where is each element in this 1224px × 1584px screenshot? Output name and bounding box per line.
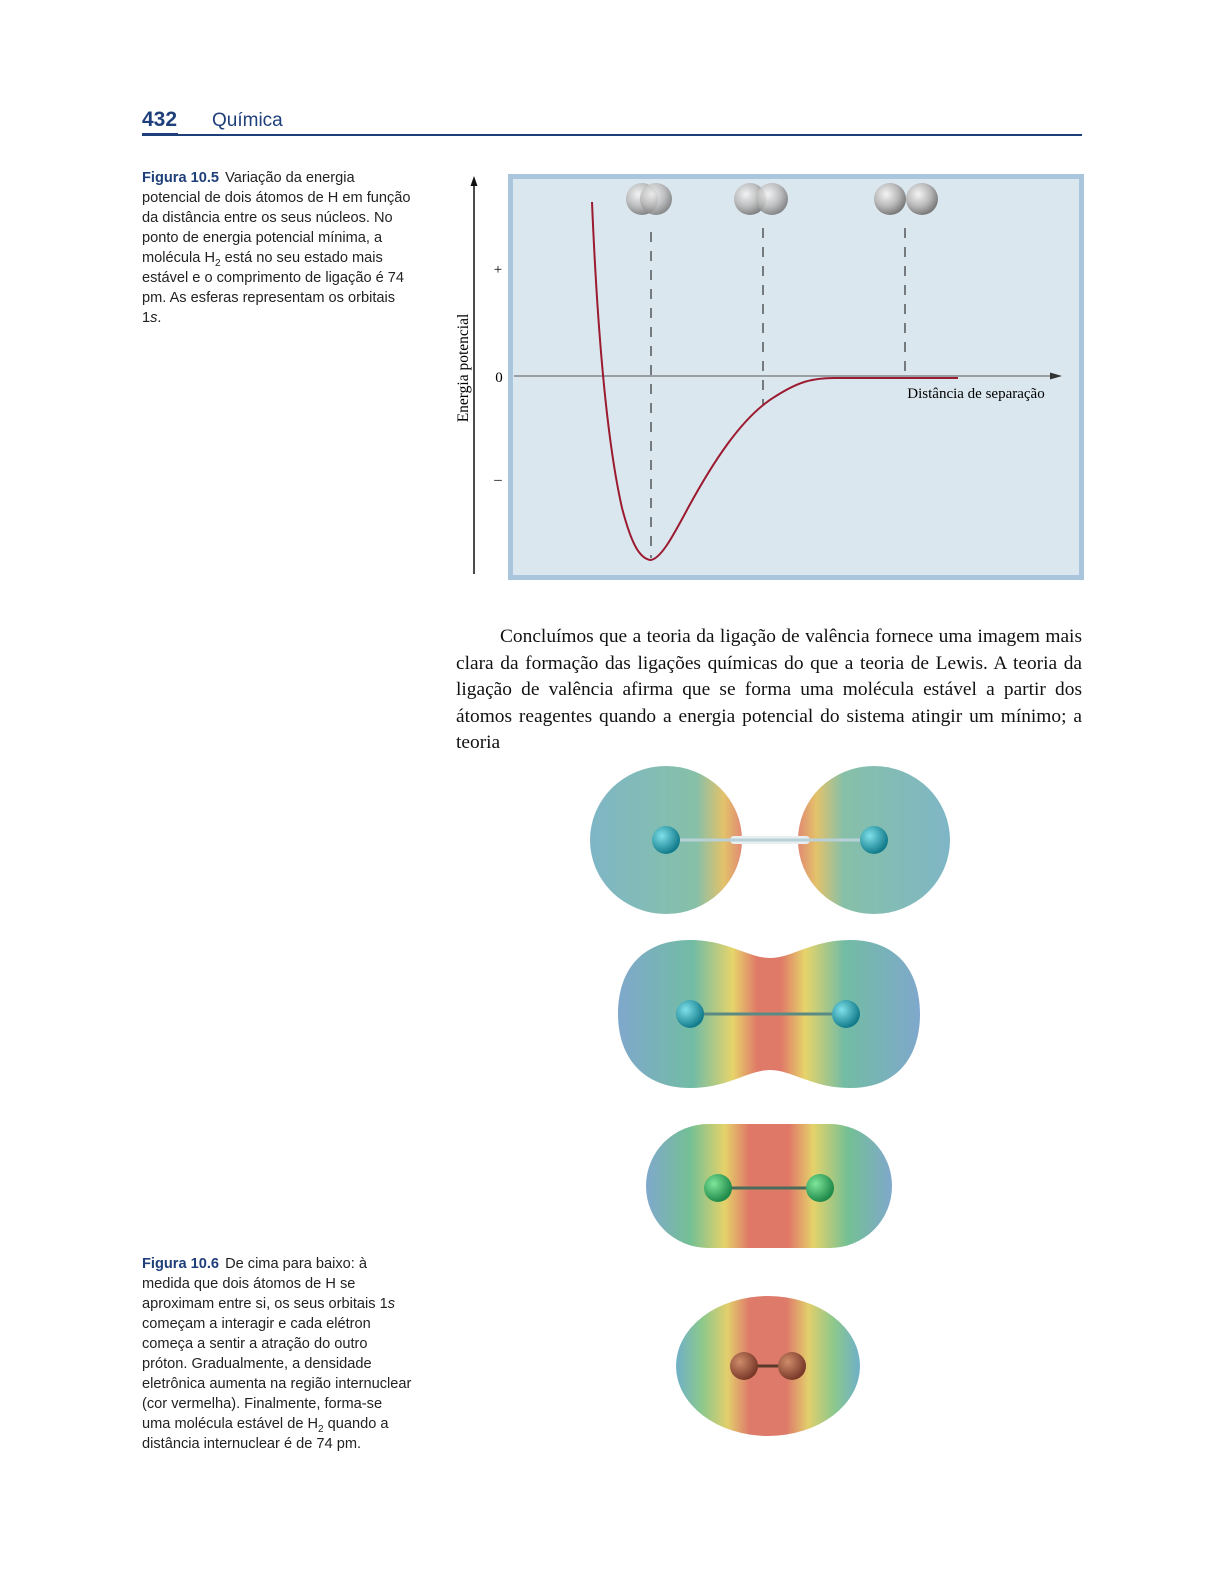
molecule-stable-h2 [676,1296,860,1436]
molecule-separated-atoms [590,766,950,914]
body-paragraph: Concluímos que a teoria da ligação de valência fornece uma imagem mais clara da formação das ligações químicas do que a teoria de Lewis. A teoria da ligação de valência afirma que se forma uma molécula estável a partir dos átomos reagentes quando a energia potencial do sistema atingir um mínimo; a teoria [456,626,1082,753]
caption-subscript: 2 [215,257,221,269]
potential-energy-chart [446,168,1086,588]
caption-text: Variação da energia potencial de dois átomos de H em função da distância entre os seus núcleos. No ponto de energia potencial mínima, a molécula H [142,170,411,266]
molecule-closer-atoms [646,1124,892,1248]
caption-text: De cima para baixo: à medida que dois átomos de H se aproximam entre si, os seus orbitais 1 [142,1256,388,1312]
y-axis-label: Energia potencial [455,313,472,423]
caption-text-3: quando a distância internuclear é de 74 pm. [142,1416,389,1452]
caption-italic: s [150,310,158,326]
running-title: Química [212,110,283,131]
y-tick-plus: + [493,262,503,278]
caption-end: . [157,310,162,326]
figure-10-5-caption [142,168,414,328]
y-tick-zero: 0 [495,370,503,386]
touching-orbitals-icon [734,183,788,215]
figure-10-6-label: Figura 10.6 [142,1256,220,1272]
chart-panel [513,179,1079,575]
caption-subscript: 2 [318,1423,324,1435]
overlapping-orbitals-icon [626,183,672,215]
page-number: 432 [142,108,178,131]
header-rule-accent [142,133,178,136]
caption-italic: s [387,1296,396,1312]
y-tick-minus: – [494,472,502,488]
molecule-interacting-atoms [618,940,920,1088]
page-header [142,108,1082,138]
x-axis-label: Distância de separação [907,386,1045,402]
header-rule [142,134,1082,136]
figure-10-5-label: Figura 10.5 [142,170,220,186]
figure-10-6-caption [142,1254,414,1454]
caption-text-2: está no seu estado mais estável e o comprimento de ligação é 74 pm. As esferas representam os orbitais 1 [142,250,405,326]
caption-text-2: começam a interagir e cada elétron começa a sentir a atração do outro próton. Gradualmente, a densidade eletrônica aumenta na região internuclear (cor vermelha). Finalmente, forma-se uma molécula estável de H [142,1316,412,1432]
y-axis-arrow [471,176,478,186]
h2-formation-illustration [580,762,960,1442]
